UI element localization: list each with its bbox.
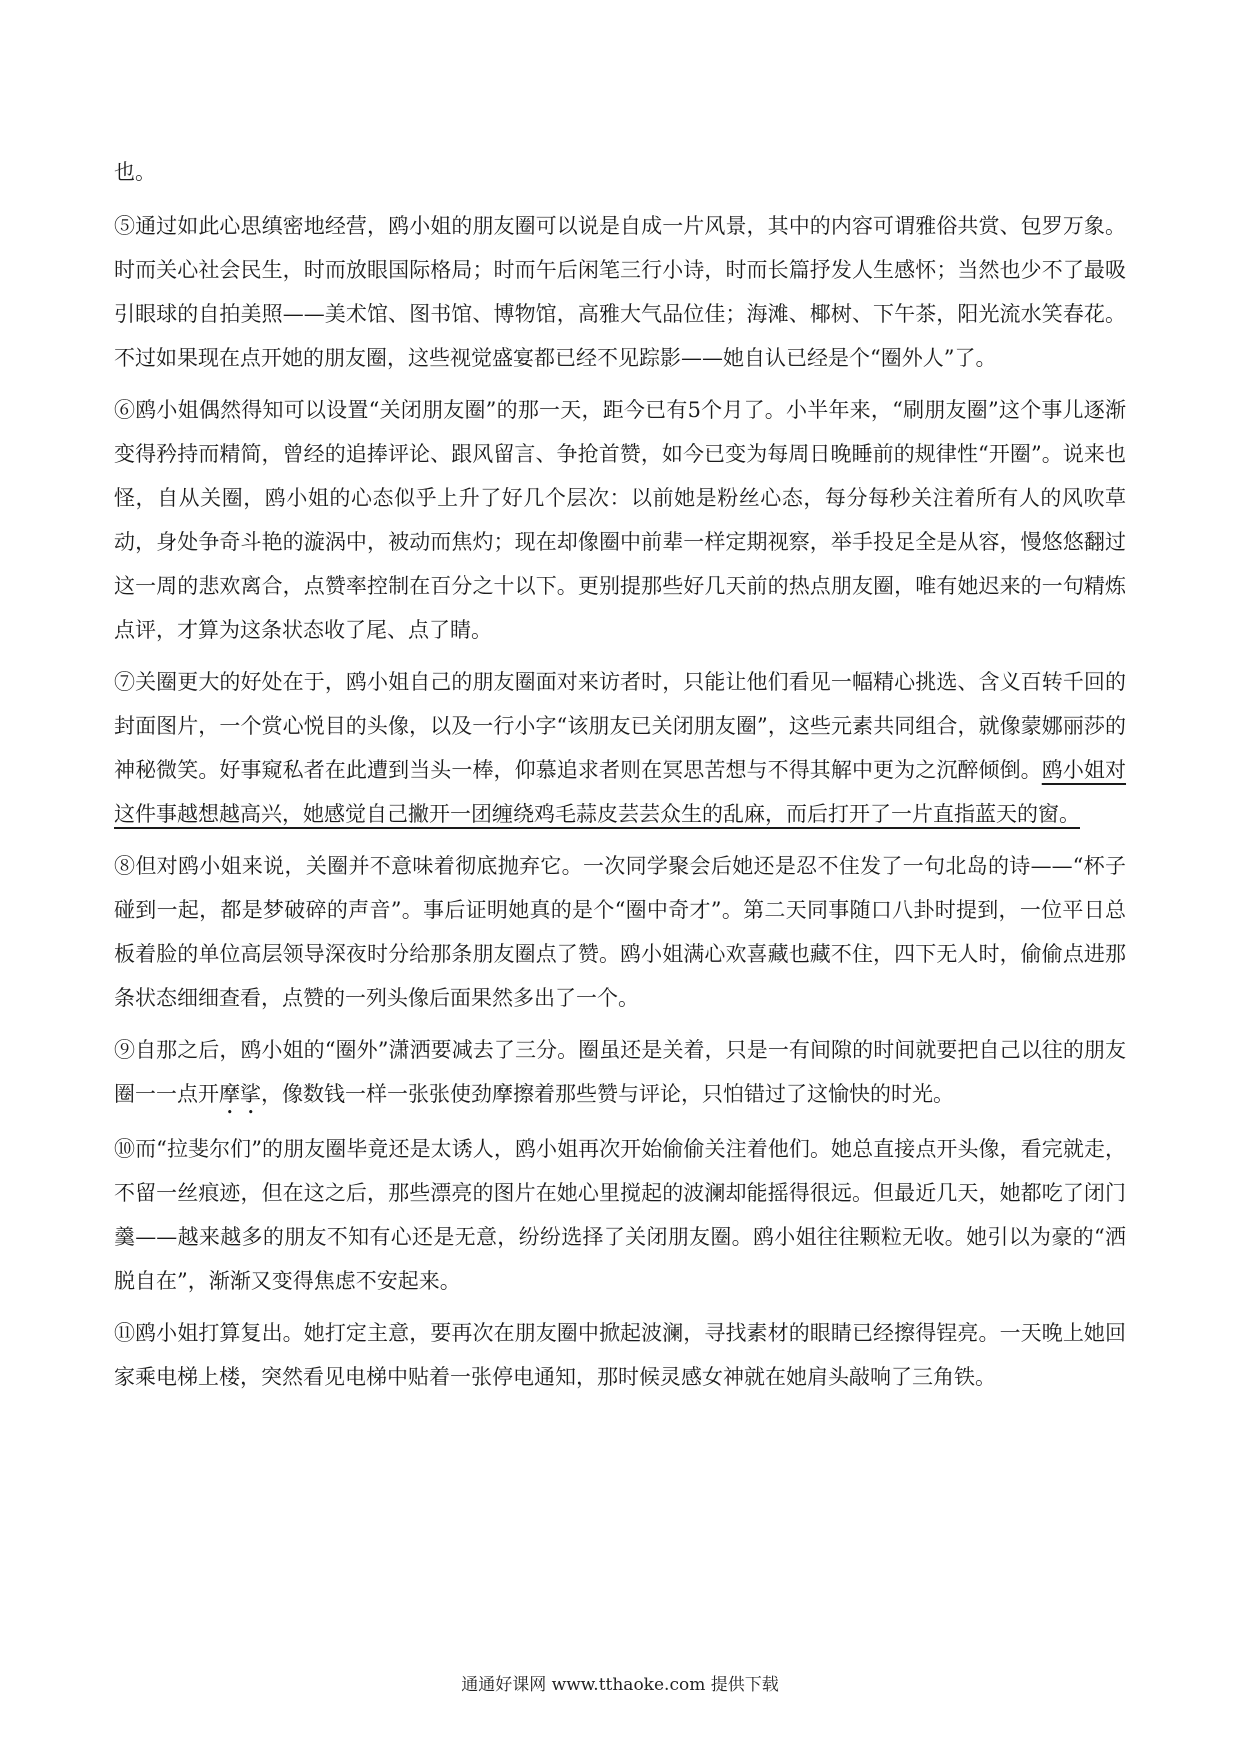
paragraph-9	[114, 1028, 1126, 1119]
paragraph-continuation: 也。	[114, 160, 156, 184]
paragraph-6: ⑥鸥小姐偶然得知可以设置“关闭朋友圈”的那一天，距今已有5个月了。小半年来，“刷朋友圈”这个事儿逐渐变得矜持而精简，曾经的追捧评论、跟风留言、争抢首赞，如今已变为每周日晚睡前的规律性“开圈”。说来也怪，自从关圈，鸥小姐的心态似乎上升了好几个层次：以前她是粉丝心态，每分每秒关注着所有人的风吹草动，身处争奇斗艳的漩涡中，被动而焦灼；现在却像圈中前辈一样定期视察，举手投足全是从容，慢悠悠翻过这一周的悲欢离合，点赞率控制在百分之十以下。更别提那些好几天前的热点朋友圈，唯有她迟来的一句精炼点评，才算为这条状态收了尾、点了睛。	[114, 398, 1126, 642]
paragraph-8: ⑧但对鸥小姐来说，关圈并不意味着彻底抛弃它。一次同学聚会后她还是忍不住发了一句北岛的诗——“杯子碰到一起，都是梦破碎的声音”。事后证明她真的是个“圈中奇才”。第二天同事随口八卦时提到，一位平日总板着脸的单位高层领导深夜时分给那条朋友圈点了赞。鸥小姐满心欢喜藏也藏不住，四下无人时，偷偷点进那条状态细细查看，点赞的一列头像后面果然多出了一个。	[114, 854, 1126, 1010]
paragraph-11: ⑪鸥小姐打算复出。她打定主意，要再次在朋友圈中掀起波澜，寻找素材的眼睛已经擦得锃亮。一天晚上她回家乘电梯上楼，突然看见电梯中贴着一张停电通知，那时候灵感女神就在她肩头敲响了三角铁。	[114, 1321, 1126, 1389]
underlined-sentence: 鸥小姐对这件事越想越高兴，她感觉自己撇开一团缠绕鸡毛蒜皮芸芸众生的乱麻，而后打开了一片直指蓝天的窗。	[114, 758, 1127, 826]
emphasized-word: 摩挲	[219, 1082, 261, 1106]
paragraph-7	[114, 660, 1126, 836]
page-footer: 通通好课网 www.tthaoke.com 提供下载	[461, 1675, 779, 1695]
paragraph-5: ⑤通过如此心思缜密地经营，鸥小姐的朋友圈可以说是自成一片风景，其中的内容可谓雅俗共赏、包罗万象。时而关心社会民生，时而放眼国际格局；时而午后闲笔三行小诗，时而长篇抒发人生感怀；当然也少不了最吸引眼球的自拍美照——美术馆、图书馆、博物馆，高雅大气品位佳；海滩、椰树、下午茶，阳光流水笑春花。不过如果现在点开她的朋友圈，这些视觉盛宴都已经不见踪影——她自认已经是个“圈外人”了。	[114, 214, 1126, 370]
paragraph-7-text: ⑦关圈更大的好处在于，鸥小姐自己的朋友圈面对来访者时，只能让他们看见一幅精心挑选、含义百转千回的封面图片，一个赏心悦目的头像，以及一行小字“该朋友已关闭朋友圈”，这些元素共同组合，就像蒙娜丽莎的神秘微笑。好事窥私者在此遭到当头一棒，仰慕追求者则在冥思苦想与不得其解中更为之沉醉倾倒。	[114, 670, 1126, 782]
paragraph-9-text-a: ⑨自那之后，鸥小姐的“圈外”潇洒要减去了三分。圈虽还是关着，只是一有间隙的时间就要把自己以往的朋友圈一一点开	[114, 1038, 1126, 1106]
document-body	[114, 150, 1126, 1407]
paragraph-9-text-b: ，像数钱一样一张张使劲摩擦着那些赞与评论，只怕错过了这愉快的时光。	[261, 1082, 954, 1106]
paragraph-10: ⑩而“拉斐尔们”的朋友圈毕竟还是太诱人，鸥小姐再次开始偷偷关注着他们。她总直接点开头像，看完就走，不留一丝痕迹，但在这之后，那些漂亮的图片在她心里搅起的波澜却能摇得很远。但最近几天，她都吃了闭门羹——越来越多的朋友不知有心还是无意，纷纷选择了关闭朋友圈。鸥小姐往往颗粒无收。她引以为豪的“洒脱自在”，渐渐又变得焦虑不安起来。	[114, 1137, 1126, 1293]
